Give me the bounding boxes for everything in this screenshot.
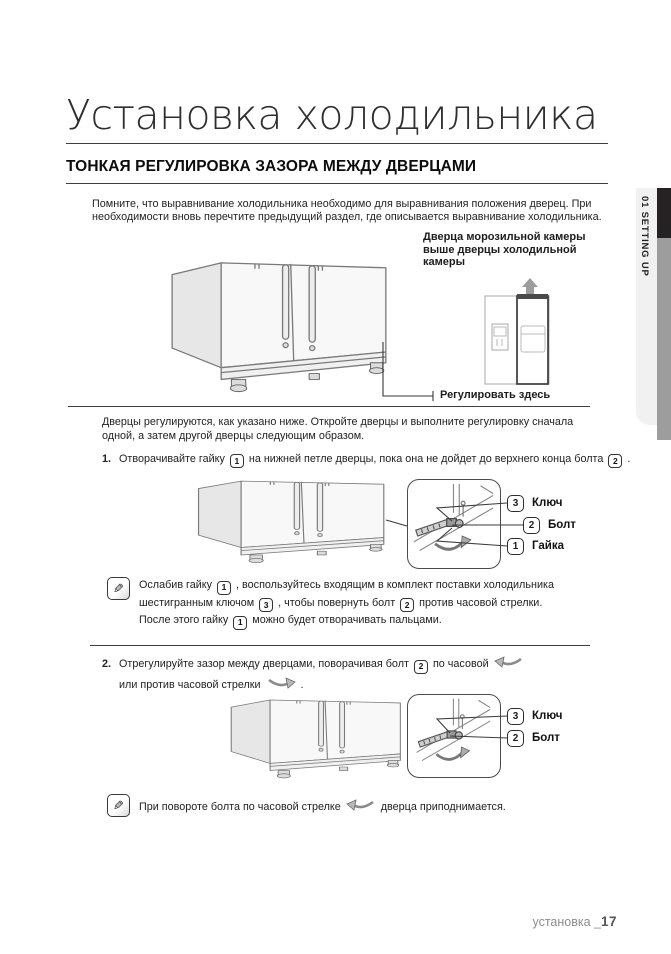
title-divider: [66, 143, 608, 144]
freezer-door-callout: Дверца морозильной камеры выше дверцы холодильной камеры: [423, 231, 586, 269]
step-2: [102, 654, 634, 696]
note-1-line: После этого гайку 1 можно будет отворачивать пальцами.: [139, 612, 614, 630]
chapter-tab-dark-strip: [657, 188, 671, 238]
chapter-tab-label: 01 SETTING UP: [639, 196, 650, 277]
section-heading: ТОНКАЯ РЕГУЛИРОВКА ЗАЗОРА МЕЖДУ ДВЕРЦАМИ: [66, 158, 477, 175]
note-icon: [107, 577, 130, 600]
bolt-label: Болт: [532, 732, 560, 744]
nut-badge: 1: [233, 616, 247, 630]
nut-badge: 1: [507, 538, 524, 555]
bolt-badge: 2: [414, 660, 428, 674]
key-badge: 3: [259, 598, 273, 612]
nut-badge: 1: [217, 581, 231, 595]
section-divider-2: [90, 645, 590, 646]
step-2-number: 2.: [102, 658, 112, 670]
nut-label: Гайка: [532, 540, 564, 552]
note-1-line: Ослабив гайку 1 , воспользуйтесь входящим в комплект поставки холодильника: [139, 577, 614, 595]
footer-chapter-label: установка _: [532, 915, 601, 929]
adjust-here-label: Регулировать здесь: [440, 389, 551, 401]
hinge-drawing-1: [408, 480, 497, 565]
note-1: [139, 577, 614, 630]
doors-paragraph: Дверцы регулируются, как указано ниже. Откройте дверцы и выполните регулировку сначала одной, а затем другой дверцы следующим образом.: [102, 416, 574, 442]
step-2-text: .: [300, 679, 304, 691]
step-1-text: .: [627, 453, 631, 465]
bolt-badge: 2: [608, 454, 622, 468]
fridge-step2-illustration: [228, 697, 406, 783]
step-1: [102, 452, 634, 468]
pencil-icon: ✎: [113, 797, 124, 813]
chapter-tab-gray-strip: [657, 238, 671, 440]
footer-page-number: 17: [600, 914, 617, 929]
step-1-number: 1.: [102, 453, 112, 465]
hinge-drawing-2: [408, 695, 497, 774]
counterclockwise-arrow-icon: [266, 676, 296, 691]
bolt-badge: 2: [523, 517, 540, 534]
hinge-detail-inset-2: [407, 694, 501, 778]
page-title: Установка холодильника: [66, 91, 598, 139]
note-icon: [107, 794, 130, 817]
fridge-front-view-illustration: [484, 278, 550, 386]
key-badge: 3: [507, 495, 524, 512]
bolt-badge: 2: [507, 730, 524, 747]
hinge-detail-inset-1: [407, 479, 501, 569]
clockwise-arrow-icon: [346, 798, 376, 813]
step-2-text: или против часовой стрелки: [119, 679, 261, 691]
clockwise-arrow-icon: [494, 655, 524, 670]
step-2-text: Отрегулируйте зазор между дверцами, поворачивая болт: [119, 658, 409, 670]
key-label: Ключ: [532, 710, 563, 722]
section-divider-1: [68, 406, 590, 407]
intro-paragraph: Помните, что выравнивание холодильника необходимо для выравнивания положения дверец. При необходимости вновь перечтите предыдущий раздел, где описывается выравнивание холодильника.: [92, 198, 602, 223]
key-label: Ключ: [532, 497, 563, 509]
bolt-label: Болт: [548, 519, 576, 531]
step-1-text: Отворачивайте гайку: [119, 453, 225, 465]
bolt-badge: 2: [400, 598, 414, 612]
fridge-step1-illustration: [195, 478, 390, 568]
heading-divider: [66, 183, 608, 184]
footer: [0, 913, 617, 931]
key-badge: 3: [507, 708, 524, 725]
nut-badge: 1: [230, 454, 244, 468]
fridge-perspective-illustration: [168, 258, 393, 400]
step-2-text: по часовой: [432, 658, 489, 670]
step-1-text: на нижней петле дверцы, пока она не дойдет до верхнего конца болта: [248, 453, 604, 465]
note-1-line: шестигранным ключом 3 , чтобы повернуть болт 2 против часовой стрелки.: [139, 595, 614, 613]
note-2: При повороте болта по часовой стрелке дверца приподнимается.: [139, 797, 619, 818]
pencil-icon: ✎: [113, 580, 124, 596]
